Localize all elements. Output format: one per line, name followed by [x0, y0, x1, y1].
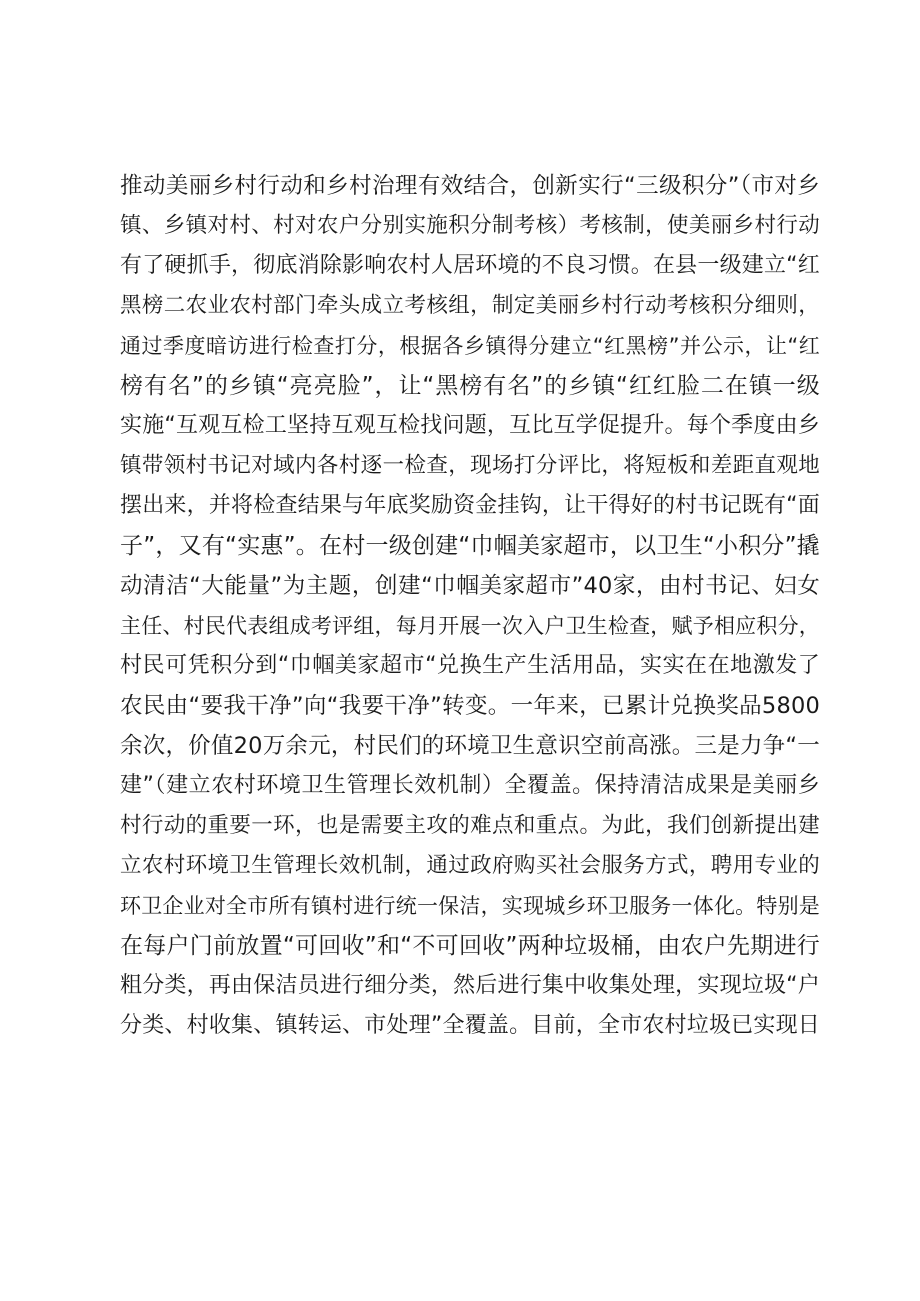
- body-paragraph: [120, 166, 820, 1046]
- text-line: 粗分类，再由保洁员进行细分类，然后进行集中收集处理，实现垃圾“户: [120, 973, 820, 998]
- text-line: 镇带领村书记对域内各村逐一检查，现场打分评比，将短板和差距直观地: [120, 453, 820, 478]
- text-line: 余次，价值20万余元，村民们的环境卫生意识空前高涨。三是力争“一: [120, 733, 820, 759]
- text-line: 子”，又有“实惠”。在村一级创建“巾帼美家超市，以卫生“小积分”撬: [120, 533, 820, 559]
- text-line: 动清洁“大能量”为主题，创建“巾帼美家超市”40家，由村书记、妇女: [120, 573, 820, 599]
- text-line: 在每户门前放置“可回收”和“不可回收”两种垃圾桶，由农户先期进行: [120, 933, 820, 959]
- text-line: 摆出来，并将检查结果与年底奖励资金挂钩，让干得好的村书记既有“面: [120, 493, 820, 518]
- text-line: 分类、村收集、镇转运、市处理”全覆盖。目前，全市农村垃圾已实现日: [120, 1013, 820, 1038]
- text-line: 黑榜二农业农村部门牵头成立考核组，制定美丽乡村行动考核积分细则，: [120, 293, 820, 318]
- text-line: 推动美丽乡村行动和乡村治理有效结合，创新实行“三级积分”（市对乡: [120, 173, 820, 199]
- text-line: 环卫企业对全市所有镇村进行统一保洁，实现城乡环卫服务一体化。特别是: [120, 894, 820, 918]
- text-line: 主任、村民代表组成考评组，每月开展一次入户卫生检查，赋予相应积分，: [120, 614, 820, 638]
- text-line: 农民由“要我干净”向“我要干净”转变。一年来，已累计兑换奖品5800: [120, 693, 820, 719]
- text-line: 通过季度暗访进行检查打分，根据各乡镇得分建立“红黑榜”并公示，让“红: [120, 334, 820, 358]
- text-line: 榜有名”的乡镇“亮亮脸”，让“黑榜有名”的乡镇“红红脸二在镇一级: [120, 373, 820, 399]
- text-line: 镇、乡镇对村、村对农户分别实施积分制考核）考核制，使美丽乡村行动: [120, 213, 820, 238]
- text-line: 有了硬抓手，彻底消除影响农村人居环境的不良习惯。在县一级建立“红: [120, 253, 820, 278]
- text-line: 立农村环境卫生管理长效机制，通过政府购买社会服务方式，聘用专业的: [120, 853, 820, 878]
- text-line: 村行动的重要一环，也是需要主攻的难点和重点。为此，我们创新提出建: [120, 813, 820, 838]
- text-line: 实施“互观互检工坚持互观互检找问题，互比互学促提升。每个季度由乡: [120, 413, 820, 438]
- text-line: 建”（建立农村环境卫生管理长效机制）全覆盖。保持清洁成果是美丽乡: [120, 773, 820, 798]
- text-line: 村民可凭积分到“巾帼美家超市“兑换生产生活用品，实实在在地激发了: [120, 653, 820, 678]
